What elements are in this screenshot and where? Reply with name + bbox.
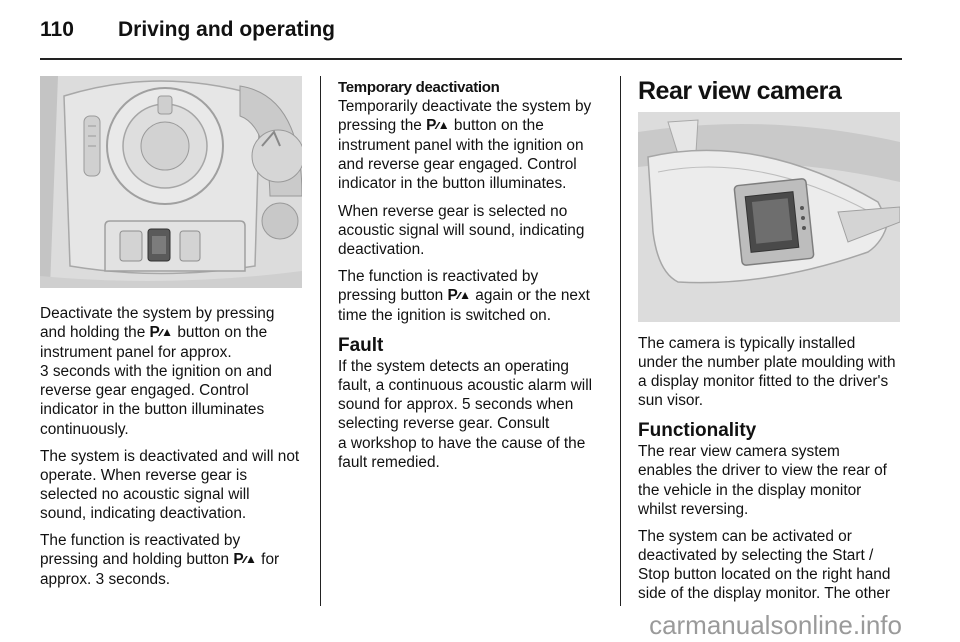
column-3 [638,76,910,106]
text-line: operate. When reverse gear is [40,466,248,484]
text-line: instrument panel for approx. [40,344,232,362]
text-line: again or the next [471,286,590,304]
text-line: The rear view camera system [638,443,840,461]
paragraph [40,447,310,523]
text-line: deactivation. [338,240,425,258]
park-assist-icon: P⁄⁄▲ [233,551,257,569]
text-line: The system is deactivated and will not [40,447,300,465]
text-line: sound for approx. 5 seconds when [338,396,574,414]
park-assist-icon: P⁄⁄▲ [447,286,472,304]
column-divider-1 [320,76,321,606]
header-rule [40,58,902,60]
text-line: pressing and holding button [40,551,234,569]
paragraph [338,267,610,325]
text-line: Temporarily deactivate the system by [338,98,592,116]
watermark: carmanualsonline.info [649,610,902,640]
column-divider-2 [620,76,621,606]
column-3-body [638,334,910,611]
paragraph [338,97,610,193]
text-line: If the system detects an operating [338,358,569,376]
text-line: side of the display monitor. The other [638,585,891,603]
text-line: and holding the [40,324,150,342]
paragraph [638,334,910,410]
text-line: The function is reactivated by [40,532,241,550]
text-line: indicator in the button illuminates [40,401,265,419]
text-line: deactivated by selecting the Start / [638,546,874,564]
text-line: and reverse gear engaged. Control [338,156,577,174]
paragraph [638,442,910,518]
text-line: pressing button [338,286,448,304]
text-line: pressing the [338,117,427,135]
page-number: 110 [40,18,74,41]
text-line: approx. 3 seconds. [40,571,171,589]
text-line: button on the [173,324,268,342]
text-line: time the ignition is switched on. [338,307,552,325]
text-line: enables the driver to view the rear of [638,462,887,480]
text-line: a workshop to have the cause of the [338,434,586,452]
text-line: whilst reversing. [638,500,749,518]
text-line: a display monitor fitted to the driver's [638,373,889,391]
text-line: fault remedied. [338,453,440,471]
sun-visor-monitor-illustration [638,112,900,322]
text-line: fault, a continuous acoustic alarm will [338,377,593,395]
text-line: The camera is typically installed [638,335,856,352]
section-heading-functionality: Functionality [638,420,757,442]
park-assist-icon: P⁄⁄▲ [426,117,450,135]
text-line: sun visor. [638,392,704,410]
text-line: under the number plate moulding with [638,354,896,372]
column-2 [338,78,610,480]
section-heading-rear-view-camera: Rear view camera [638,77,842,105]
text-line: the vehicle in the display monitor [638,481,862,499]
text-line: instrument panel with the ignition on [338,137,584,155]
paragraph [40,304,310,439]
paragraph [40,531,310,589]
text-line: reverse gear engaged. Control [40,382,249,400]
text-line: selected no acoustic signal will [40,485,250,503]
text-line: for [256,551,280,569]
section-heading-temporary-deactivation: Temporary deactivation [338,79,500,96]
text-line: Deactivate the system by pressing [40,305,275,322]
park-assist-icon: P⁄⁄▲ [149,324,174,342]
text-line: button on the [449,117,544,135]
text-line: The system can be activated or [638,527,852,545]
text-line: Stop button located on the right hand [638,565,891,583]
page-header [40,18,335,42]
paragraph [338,202,610,259]
text-line: acoustic signal will sound, indicating [338,221,585,239]
text-line: indicator in the button illuminates. [338,175,567,193]
paragraph [638,527,910,603]
column-1 [40,304,310,597]
text-line: continuously. [40,420,129,438]
page-title: Driving and operating [118,18,336,41]
text-line: selecting reverse gear. Consult [338,415,550,433]
dashboard-illustration [40,76,302,288]
paragraph [338,357,610,472]
text-line: When reverse gear is selected no [338,202,568,220]
text-line: sound, indicating deactivation. [40,504,247,522]
text-line: 3 seconds with the ignition on and [40,363,272,381]
text-line: The function is reactivated by [338,267,539,285]
section-heading-fault: Fault [338,335,384,357]
